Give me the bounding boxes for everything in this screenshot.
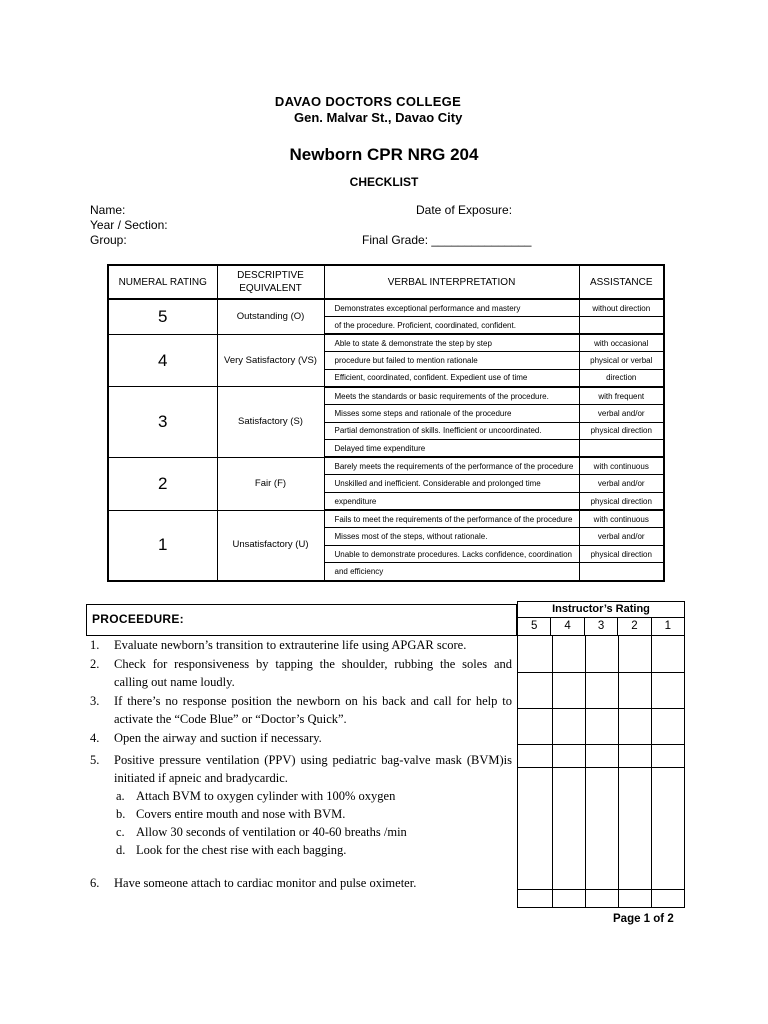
grid-row-divider [518,708,684,709]
numeral-2: 2 [108,457,217,510]
descriptive-5: Outstanding (O) [217,299,324,334]
grid-row-divider [518,889,684,890]
numeral-4: 4 [108,334,217,387]
descriptive-1: Unsatisfactory (U) [217,510,324,580]
scale-row-2 [108,457,664,475]
grid-divider [651,636,652,908]
assistance-line: direction [579,369,664,387]
school-address: Gen. Malvar St., Davao City [294,110,463,125]
scale-row-4 [108,334,664,352]
substep-letter: a. [116,789,125,803]
substep-letter: b. [116,807,126,821]
header-numeral-rating: NUMERAL RATING [108,265,217,299]
scale-row-5 [108,299,664,317]
assistance-line: without direction [579,299,664,317]
numeral-1: 1 [108,510,217,580]
procedure-step [90,751,512,787]
scale-row-1 [108,510,664,528]
assistance-line: with continuous [579,457,664,475]
descriptive-2: Fair (F) [217,457,324,510]
document-title: Newborn CPR NRG 204 [289,145,479,164]
procedure-steps [90,636,512,892]
substep-text: Attach BVM to oxygen cylinder with 100% oxygen [136,789,396,803]
procedure-substep [90,841,512,859]
step-number: 6. [90,876,100,890]
verbal-line: of the procedure. Proficient, coordinated, confident. [324,317,579,335]
substep-text: Look for the chest rise with each bagging. [136,843,347,857]
header-verbal-interpretation: VERBAL INTERPRETATION [324,265,579,299]
assistance-line: verbal and/or [579,405,664,423]
header-descriptive-equivalent: DESCRIPTIVE EQUIVALENT [217,265,324,299]
verbal-line: procedure but failed to mention rationale [324,352,579,370]
date-of-exposure-label: Date of Exposure: [416,203,513,217]
school-name: DAVAO DOCTORS COLLEGE [274,94,462,109]
assistance-line: with occasional [579,334,664,352]
verbal-line: Unable to demonstrate procedures. Lacks confidence, coordination [324,545,579,563]
verbal-line: Demonstrates exceptional performance and mastery [324,299,579,317]
assistance-line [579,317,664,335]
procedure-step [90,874,512,892]
year-section-label: Year / Section: [90,218,168,232]
grid-row-divider [518,744,684,745]
assistance-line: physical direction [579,493,664,511]
final-grade-label: Final Grade: _______________ [362,233,532,247]
step-text: Check for responsiveness by tapping the shoulder, rubbing the soles and calling out name loudly. [114,657,512,689]
procedure-substep [90,787,512,805]
assistance-line: physical direction [579,545,664,563]
header-assistance: ASSISTANCE [579,265,664,299]
step-number: 4. [90,731,100,745]
grid-divider [552,636,553,908]
assistance-line: physical or verbal [579,352,664,370]
assistance-line [579,440,664,458]
verbal-line: and efficiency [324,563,579,581]
substep-letter: d. [116,843,126,857]
numeral-5: 5 [108,299,217,334]
step-text: Evaluate newborn’s transition to extrauterine life using APGAR score. [114,638,467,652]
step-number: 2. [90,657,100,671]
procedure-step [90,729,512,747]
instructor-rating-title: Instructor’s Rating [518,602,684,618]
procedure-header-box [86,604,517,636]
step-text: Positive pressure ventilation (PPV) using pediatric bag-valve mask (BVM)is initiated if apneic and bradycardic. [114,753,512,785]
assistance-line: verbal and/or [579,475,664,493]
name-label: Name: [90,203,126,217]
verbal-line: Misses some steps and rationale of the procedure [324,405,579,423]
assistance-line: with frequent [579,387,664,405]
substep-text: Covers entire mouth and nose with BVM. [136,807,346,821]
step-text: Open the airway and suction if necessary. [114,731,322,745]
verbal-line: Meets the standards or basic requirements of the procedure. [324,387,579,405]
step-text: Have someone attach to cardiac monitor and pulse oximeter. [114,876,417,890]
rating-col-3: 3 [585,618,618,635]
step-number: 1. [90,638,100,652]
substep-letter: c. [116,825,125,839]
procedure-substep [90,823,512,841]
verbal-line: Delayed time expenditure [324,440,579,458]
procedure-heading: PROCEEDURE: [92,612,184,626]
procedure-step [90,655,512,691]
verbal-line: expenditure [324,493,579,511]
grid-row-divider [518,767,684,768]
substep-text: Allow 30 seconds of ventilation or 40-60 breaths /min [136,825,407,839]
procedure-step [90,636,512,654]
assistance-line: with continuous [579,510,664,528]
step-number: 3. [90,694,100,708]
rating-col-2: 2 [618,618,651,635]
verbal-line: Efficient, coordinated, confident. Expedient use of time [324,369,579,387]
group-label: Group: [90,233,127,247]
grid-row-divider [518,672,684,673]
rating-scale-header [518,618,684,636]
grid-divider [618,636,619,908]
step-number: 5. [90,753,100,767]
verbal-line: Unskilled and inefficient. Considerable and prolonged time [324,475,579,493]
verbal-line: Partial demonstration of skills. Inefficient or uncoordinated. [324,422,579,440]
procedure-step [90,692,512,728]
rating-scale-table [107,264,665,582]
instructor-rating-grid [517,601,685,908]
page-number: Page 1 of 2 [613,913,674,925]
document-subtitle: CHECKLIST [349,175,419,189]
rating-col-4: 4 [551,618,584,635]
verbal-line: Fails to meet the requirements of the performance of the procedure [324,510,579,528]
descriptive-3: Satisfactory (S) [217,387,324,457]
assistance-line: physical direction [579,422,664,440]
grid-divider [585,636,586,908]
verbal-line: Able to state & demonstrate the step by step [324,334,579,352]
step-text: If there’s no response position the newborn on his back and call for help to activate the “Code Blue” or “Doctor’s Quick”. [114,694,512,726]
procedure-substep [90,805,512,823]
scale-header-row [108,265,664,299]
numeral-3: 3 [108,387,217,457]
rating-col-1: 1 [664,620,672,632]
assistance-line: verbal and/or [579,528,664,546]
scale-row-3 [108,387,664,405]
assistance-line [579,563,664,581]
descriptive-4: Very Satisfactory (VS) [217,334,324,387]
rating-col-5: 5 [518,618,551,635]
verbal-line: Misses most of the steps, without rationale. [324,528,579,546]
verbal-line: Barely meets the requirements of the performance of the procedure [324,457,579,475]
